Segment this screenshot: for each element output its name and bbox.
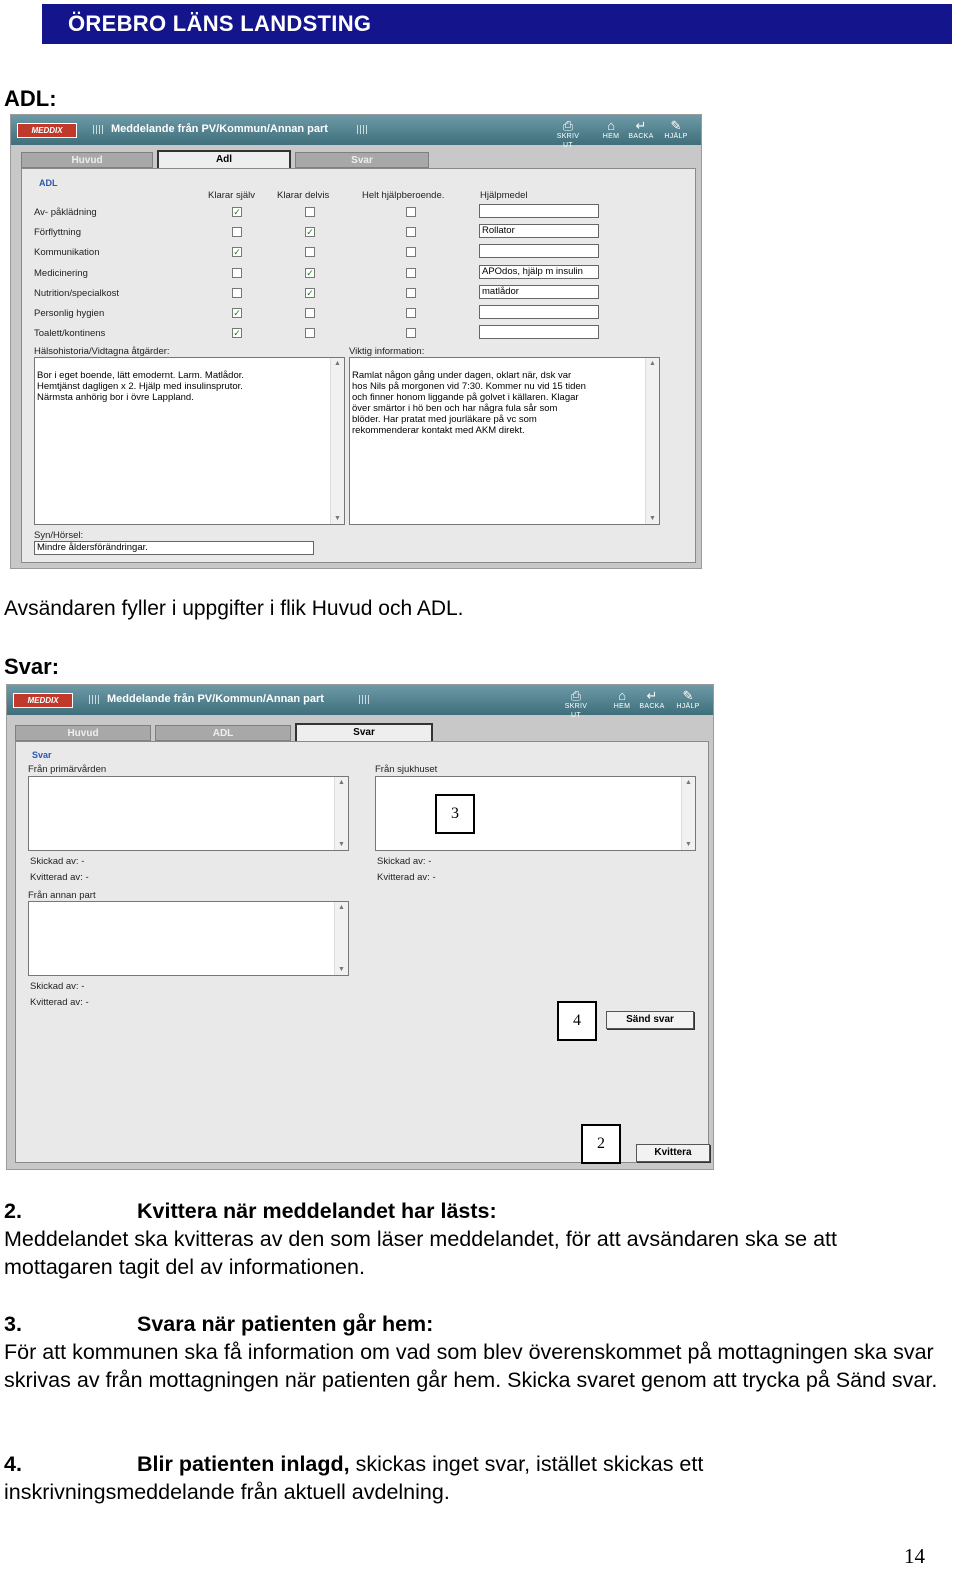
instruction-number: 3. [4,1312,22,1336]
grip-icon [93,125,103,134]
aid-field[interactable]: APOdos, hjälp m insulin [479,265,599,279]
adl-section-label: ADL [39,178,58,188]
tab-adl[interactable]: ADL [155,725,291,741]
help-book-icon: ✎ [682,688,694,703]
scrollbar[interactable] [645,358,659,524]
checkbox-self[interactable]: ✓ [233,308,241,318]
checkbox-partly[interactable] [305,308,315,318]
checkbox-self[interactable] [232,268,242,278]
print-button[interactable]: ⎙ SKRIV UT [554,119,582,143]
adl-row-label: Av- påklädning [34,207,97,218]
primary-acknowledged-by: Kvitterad av: - [30,872,89,883]
home-button[interactable]: ⌂ HEM [608,689,636,713]
back-arrow-icon: ↵ [635,118,647,133]
checkbox-self[interactable]: ✓ [233,247,241,257]
back-button[interactable]: ↵ BACKA [628,118,654,140]
caption-adl: Avsändaren fyller i uppgifter i flik Huvud och ADL. [4,597,464,620]
callout-4: 4 [557,1001,597,1041]
scroll-down-icon: ▼ [338,841,345,848]
callout-3: 3 [435,794,475,834]
app-titlebar [11,115,701,149]
checkbox-partly[interactable] [305,207,315,217]
app-title: Meddelande från PV/Kommun/Annan part [107,693,324,705]
aid-field[interactable] [479,244,599,258]
instruction-title: Kvittera när meddelandet har lästs: [137,1199,497,1223]
home-button[interactable]: ⌂ HEM [597,119,625,143]
primary-sent-by: Skickad av: - [30,856,85,867]
vision-label: Syn/Hörsel: [34,530,84,541]
col-self: Klarar själv [208,190,255,201]
aid-field[interactable]: Rollator [479,224,599,238]
aid-field[interactable]: matlådor [479,285,599,299]
scroll-down-icon: ▼ [334,515,341,522]
back-button[interactable]: ↵ BACKA [639,688,665,710]
checkbox-self[interactable] [232,288,242,298]
checkbox-partly[interactable] [305,328,315,338]
callout-2: 2 [581,1124,621,1164]
other-acknowledged-by: Kvitterad av: - [30,997,89,1008]
instruction-text: För att kommunen ska få information om vad som blev överenskommet på mottagningen ska svar skrivas av från mottagningen när patienten går hem. Skicka svaret genom att trycka på Sänd svar. [4,1340,938,1392]
acknowledge-button[interactable]: Kvittera [636,1144,710,1162]
checkbox-partly[interactable]: ✓ [306,288,314,298]
instruction-number: 2. [4,1199,22,1223]
primary-reply-textarea[interactable] [28,776,349,851]
checkbox-full[interactable] [406,247,416,257]
instruction-title: Blir patienten inlagd, [137,1452,350,1476]
meddix-logo: MEDDIX [17,123,77,138]
instruction-2 [4,1197,944,1281]
page-number: 14 [904,1544,925,1568]
adl-row-label: Medicinering [34,268,88,279]
checkbox-self[interactable]: ✓ [233,207,241,217]
home-icon: ⌂ [607,118,615,133]
col-partly: Klarar delvis [277,190,330,201]
col-full: Helt hjälpberoende. [362,190,445,201]
home-icon: ⌂ [618,688,626,703]
hospital-acknowledged-by: Kvitterad av: - [377,872,436,883]
checkbox-partly[interactable]: ✓ [306,227,314,237]
grip-icon [89,695,99,704]
instruction-text: Meddelandet ska kvitteras av den som läser meddelandet, för att avsändaren ska se att mottagaren tagit del av informationen. [4,1227,837,1279]
tab-svar[interactable]: Svar [295,152,429,168]
checkbox-full[interactable] [406,207,416,217]
checkbox-self[interactable]: ✓ [233,328,241,338]
grip-icon [359,695,369,704]
checkbox-full[interactable] [406,328,416,338]
checkbox-full[interactable] [406,227,416,237]
adl-row-label: Nutrition/specialkost [34,288,120,299]
tab-huvud[interactable]: Huvud [21,152,153,168]
instruction-title: Svara när patienten går hem: [137,1312,434,1336]
other-reply-textarea[interactable] [28,901,349,976]
help-button[interactable]: ✎ HJÄLP [662,119,690,143]
send-reply-button[interactable]: Sänd svar [606,1011,694,1029]
app-title: Meddelande från PV/Kommun/Annan part [111,123,328,135]
grip-icon [357,125,367,134]
instruction-3 [4,1310,944,1394]
svar-panel [15,741,709,1163]
printer-icon: ⎙ [562,118,574,133]
help-book-icon: ✎ [670,118,682,133]
instruction-number: 4. [4,1452,22,1476]
scroll-up-icon: ▲ [685,779,692,786]
adl-heading: ADL: [4,86,57,111]
scroll-up-icon: ▲ [338,779,345,786]
meddix-logo: MEDDIX [13,693,73,708]
important-textarea[interactable]: Ramlat någon gång under dagen, oklart när, dsk var hos Nils på morgonen vid 7:30. Kommer nu vid 15 tiden och finner honom liggande på golvet i källaren. Klagar över smärtor i hö ben och har några fula sår som blöder. Har pratat med jourläkare på vc som rekommenderar kontakt med AKM direkt. ▲ ▼ [349,357,660,525]
printer-icon: ⎙ [570,688,582,703]
instruction-text: inskrivningsmeddelande från aktuell avdelning. [4,1480,450,1504]
vision-field[interactable]: Mindre åldersförändringar. [34,541,314,555]
print-button[interactable]: ⎙ SKRIV UT [562,689,590,713]
adl-row-label: Personlig hygien [34,308,105,319]
other-sent-by: Skickad av: - [30,981,85,992]
tab-svar[interactable]: Svar [295,723,433,741]
scroll-down-icon: ▼ [649,515,656,522]
adl-row-label: Förflyttning [34,227,81,238]
col-aids: Hjälpmedel [480,190,528,201]
checkbox-partly[interactable] [305,247,315,257]
tab-huvud[interactable]: Huvud [15,725,151,741]
header-banner [42,4,952,44]
important-label: Viktig information: [349,346,425,357]
instruction-4 [4,1450,944,1506]
tab-adl[interactable]: Adl [157,150,291,168]
hospital-sent-by: Skickad av: - [377,856,432,867]
adl-panel [21,168,696,563]
scroll-down-icon: ▼ [685,841,692,848]
tab-bar [15,725,445,741]
help-button[interactable]: ✎ HJÄLP [674,689,702,713]
checkbox-full[interactable] [406,308,416,318]
scroll-up-icon: ▲ [338,904,345,911]
checkbox-partly[interactable]: ✓ [306,268,314,278]
history-label: Hälsohistoria/Vidtagna åtgärder: [34,346,170,357]
aid-field[interactable] [479,204,599,218]
scroll-up-icon: ▲ [334,360,341,367]
adl-row-label: Toalett/kontinens [34,328,106,339]
instruction-title-suffix: skickas inget svar, istället skickas ett [349,1452,704,1476]
tab-bar [21,152,441,168]
aid-field[interactable] [479,305,599,319]
from-hospital-label: Från sjukhuset [375,764,438,775]
scrollbar[interactable] [330,358,344,524]
checkbox-full[interactable] [406,268,416,278]
history-textarea[interactable]: Bor i eget boende, lätt emodernt. Larm. Matlådor. Hemtjänst dagligen x 2. Hjälp med insulinsprutor. Närmsta anhörig bor i övre Lappland. ▲ ▼ [34,357,345,525]
back-arrow-icon: ↵ [646,688,658,703]
svar-heading: Svar: [4,654,60,679]
scrollbar[interactable] [681,777,695,850]
svar-section-label: Svar [32,750,52,760]
org-name: ÖREBRO LÄNS LANDSTING [68,11,372,36]
svar-app-window [6,684,714,1170]
adl-row-label: Kommunikation [34,247,100,258]
scroll-down-icon: ▼ [338,966,345,973]
adl-app-window [10,114,702,569]
app-titlebar [7,685,713,719]
aid-field[interactable] [479,325,599,339]
from-other-label: Från annan part [28,890,96,901]
checkbox-full[interactable] [406,288,416,298]
checkbox-self[interactable] [232,227,242,237]
scrollbar[interactable] [334,902,348,975]
scrollbar[interactable] [334,777,348,850]
scroll-up-icon: ▲ [649,360,656,367]
from-primary-label: Från primärvården [28,764,107,775]
hospital-reply-textarea[interactable] [375,776,696,851]
